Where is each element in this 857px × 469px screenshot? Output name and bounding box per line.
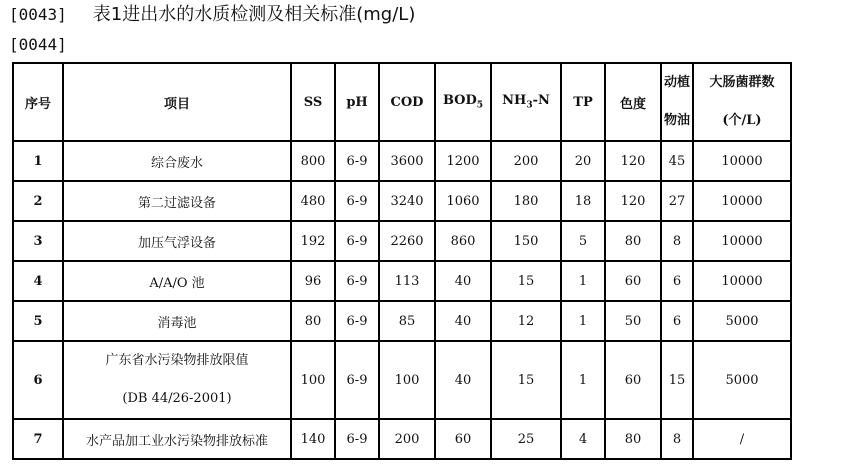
cell-ss: 800 (291, 141, 335, 181)
header-oil (661, 63, 693, 141)
cell-nh: 15 (491, 261, 561, 301)
cell-ph: 6-9 (335, 141, 379, 181)
cell-no: 1 (13, 141, 63, 181)
cell-item: 加压气浮设备 (63, 221, 291, 261)
cell-tp: 1 (561, 341, 605, 419)
cell-oil: 8 (661, 221, 693, 261)
cell-bod: 60 (435, 419, 491, 459)
cell-color: 60 (605, 261, 661, 301)
cell-ph: 6-9 (335, 221, 379, 261)
cell-color: 120 (605, 141, 661, 181)
cell-item-line2: (DB 44/26-2001) (122, 391, 232, 406)
cell-no: 5 (13, 301, 63, 341)
cell-nh: 200 (491, 141, 561, 181)
cell-ph: 6-9 (335, 261, 379, 301)
cell-tp: 20 (561, 141, 605, 181)
cell-nh: 180 (491, 181, 561, 221)
cell-tp: 1 (561, 301, 605, 341)
cell-ss: 80 (291, 301, 335, 341)
header-coli-line1: 大肠菌群数 (709, 75, 775, 90)
paragraph-0044 (9, 35, 67, 55)
cell-color: 80 (605, 221, 661, 261)
cell-tp: 18 (561, 181, 605, 221)
cell-item: 消毒池 (63, 301, 291, 341)
cell-cod: 2260 (379, 221, 435, 261)
paragraph-0043 (9, 5, 415, 25)
cell-bod: 1200 (435, 141, 491, 181)
cell-ss: 100 (291, 341, 335, 419)
table-row (13, 341, 791, 419)
header-row (13, 63, 791, 141)
cell-color: 120 (605, 181, 661, 221)
header-tp: TP (561, 63, 605, 141)
header-nh-text: NH (502, 93, 527, 109)
cell-tp: 4 (561, 419, 605, 459)
cell-oil: 6 (661, 301, 693, 341)
cell-nh: 150 (491, 221, 561, 261)
cell-no: 6 (13, 341, 63, 419)
header-oil-line1: 动植 (663, 75, 690, 90)
cell-ph: 6-9 (335, 301, 379, 341)
cell-nh: 12 (491, 301, 561, 341)
cell-oil: 45 (661, 141, 693, 181)
header-nh-sub: 3 (526, 100, 533, 111)
cell-color: 80 (605, 419, 661, 459)
cell-bod: 860 (435, 221, 491, 261)
cell-no: 2 (13, 181, 63, 221)
cell-cod: 3600 (379, 141, 435, 181)
cell-bod: 40 (435, 341, 491, 419)
cell-oil: 8 (661, 419, 693, 459)
cell-no: 3 (13, 221, 63, 261)
cell-bod: 1060 (435, 181, 491, 221)
cell-cod: 85 (379, 301, 435, 341)
cell-color: 50 (605, 301, 661, 341)
cell-item: 水产品加工业水污染物排放标准 (63, 419, 291, 459)
cell-cod: 100 (379, 341, 435, 419)
table-row (13, 419, 791, 459)
cell-color: 60 (605, 341, 661, 419)
cell-item-line1: 广东省水污染物排放限值 (105, 353, 249, 368)
cell-ss: 96 (291, 261, 335, 301)
cell-coli: 5000 (693, 301, 791, 341)
header-ph: pH (335, 63, 379, 141)
cell-coli: 10000 (693, 141, 791, 181)
cell-cod: 200 (379, 419, 435, 459)
cell-item: 第二过滤设备 (63, 181, 291, 221)
cell-coli: 10000 (693, 261, 791, 301)
cell-coli: / (693, 419, 791, 459)
table-row (13, 261, 791, 301)
header-bod-sub: 5 (476, 100, 484, 111)
cell-ss: 192 (291, 221, 335, 261)
cell-coli: 10000 (693, 221, 791, 261)
cell-oil: 15 (661, 341, 693, 419)
header-coli-line2: (个/L) (722, 113, 762, 128)
table-row (13, 301, 791, 341)
cell-bod: 40 (435, 261, 491, 301)
cell-ss: 480 (291, 181, 335, 221)
cell-oil: 6 (661, 261, 693, 301)
cell-cod: 3240 (379, 181, 435, 221)
cell-coli: 10000 (693, 181, 791, 221)
header-bod-text: BOD (442, 93, 477, 109)
header-nh3n (491, 63, 561, 141)
paragraph-number: [0043] (9, 5, 67, 24)
cell-nh: 25 (491, 419, 561, 459)
table-title: 表1进出水的水质检测及相关标准(mg/L) (92, 4, 416, 25)
cell-nh: 15 (491, 341, 561, 419)
paragraph-number: [0044] (9, 35, 67, 54)
cell-oil: 27 (661, 181, 693, 221)
cell-ph: 6-9 (335, 181, 379, 221)
cell-bod: 40 (435, 301, 491, 341)
table-row (13, 141, 791, 181)
header-color: 色度 (605, 63, 661, 141)
cell-coli: 5000 (693, 341, 791, 419)
water-quality-table (12, 62, 792, 460)
cell-ph: 6-9 (335, 341, 379, 419)
header-ss: SS (291, 63, 335, 141)
cell-tp: 1 (561, 261, 605, 301)
table-row (13, 221, 791, 261)
cell-tp: 5 (561, 221, 605, 261)
header-coliform (693, 63, 791, 141)
cell-ph: 6-9 (335, 419, 379, 459)
cell-item: 综合废水 (63, 141, 291, 181)
header-oil-line2: 物油 (663, 113, 690, 128)
cell-item (63, 341, 291, 419)
cell-no: 4 (13, 261, 63, 301)
cell-ss: 140 (291, 419, 335, 459)
cell-cod: 113 (379, 261, 435, 301)
header-cod: COD (379, 63, 435, 141)
header-item: 项目 (63, 63, 291, 141)
cell-item: A/A/O 池 (63, 261, 291, 301)
header-bod5 (435, 63, 491, 141)
header-no: 序号 (13, 63, 63, 141)
header-nh-suffix: -N (532, 93, 550, 109)
cell-no: 7 (13, 419, 63, 459)
table-row (13, 181, 791, 221)
